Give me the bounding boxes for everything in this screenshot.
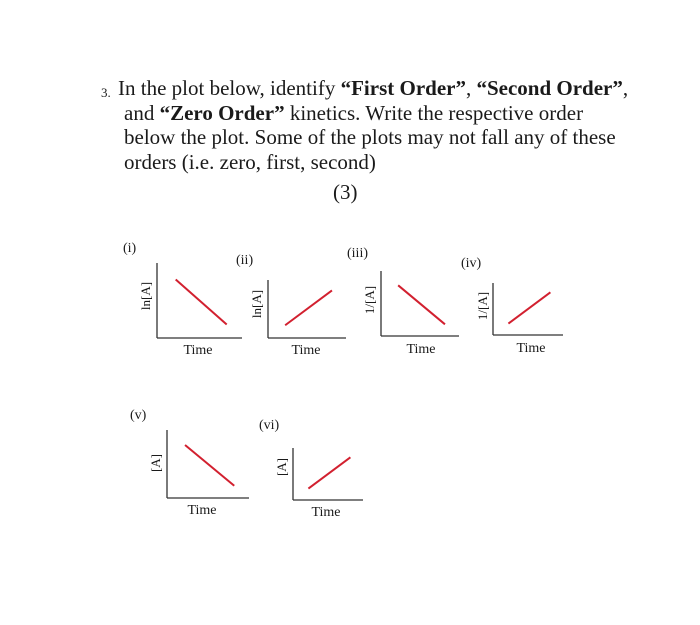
plot-2 [236,253,346,358]
y-axis-label: ln[A] [248,289,264,319]
plot-label: (v) [130,408,147,423]
question-marks: (3) [333,180,358,204]
plots-layer [123,241,563,520]
zero-order-term: “Zero Order” [159,100,285,125]
first-order-term: “First Order” [340,76,466,100]
x-axis-label: Time [183,343,213,358]
second-order-term: “Second Order” [476,76,623,100]
plot-label: (vi) [259,418,280,433]
y-axis-label: 1/[A] [361,285,377,315]
x-axis-label: Time [291,343,321,358]
y-axis-label: [A] [147,453,163,473]
trend-line [185,445,234,486]
trend-line [508,292,550,323]
trend-line [308,457,350,488]
question-line-4: orders (i.e. zero, first, second) [124,149,376,174]
plot-3 [347,246,459,357]
plot-1 [123,241,242,358]
x-axis-label: Time [311,505,341,520]
question-line-2-prefix: and [124,100,160,125]
plot-4 [461,256,563,356]
plot-6 [259,418,363,520]
trend-line [398,285,445,324]
separator-1: , [465,76,477,100]
question-line-3: below the plot. Some of the plots may not fall any of these [124,125,616,149]
x-axis-label: Time [187,503,217,518]
separator-2: , [622,76,629,100]
y-axis-label: [A] [273,457,289,477]
plot-label: (ii) [236,253,254,268]
question-line-2-suffix: kinetics. Write the respective order [284,100,584,125]
plot-5 [130,408,249,518]
y-axis-label: 1/[A] [474,291,490,321]
question-line-1-prefix: In the plot below, identify [118,76,341,100]
x-axis-label: Time [406,342,436,357]
trend-line [176,280,227,325]
plot-label: (i) [123,241,137,256]
plot-label: (iv) [461,256,482,271]
trend-line [285,290,332,325]
y-axis-label: ln[A] [137,281,153,311]
x-axis-label: Time [516,341,546,356]
plot-label: (iii) [347,246,368,261]
question-number: 3. [101,85,111,100]
